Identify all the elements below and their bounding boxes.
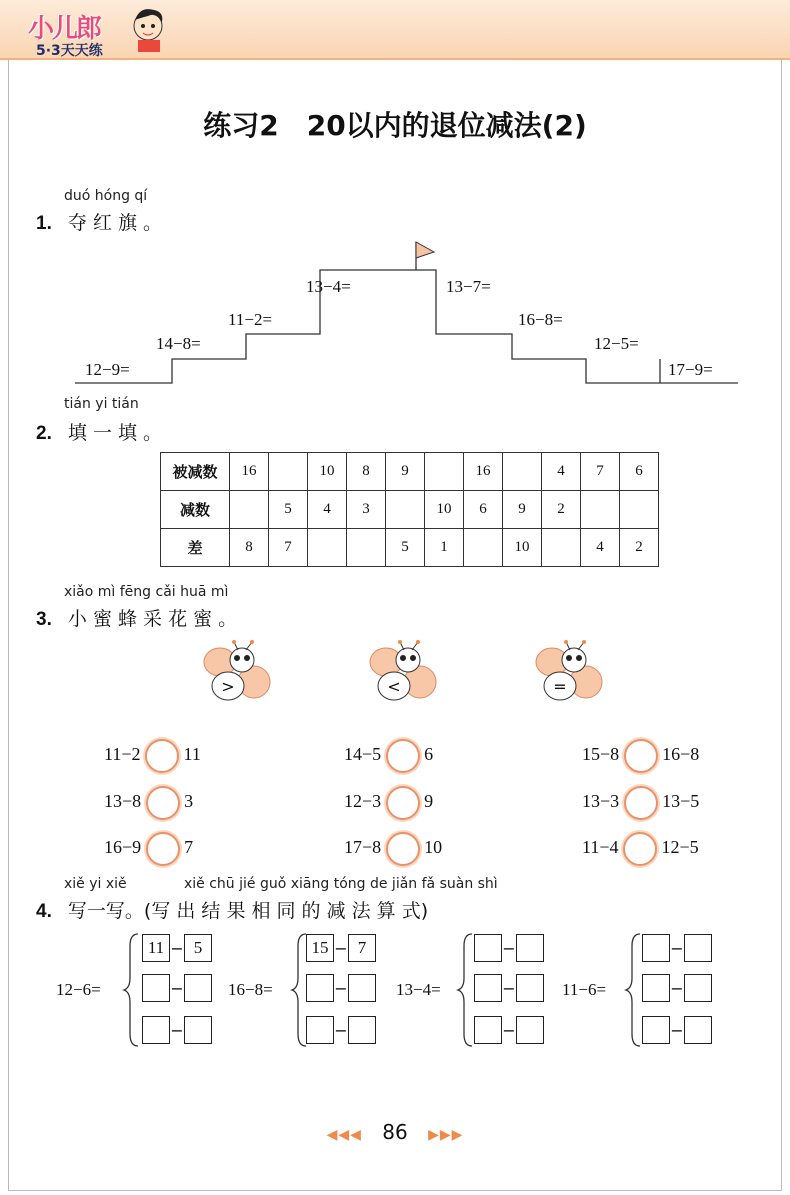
page-number: 86 — [382, 1120, 408, 1144]
step-3: 11−2= — [228, 310, 273, 329]
group-label: 16−8= — [228, 980, 273, 999]
group-label: 11−6= — [562, 980, 607, 999]
q2-pinyin: tián yi tián — [64, 396, 139, 412]
q4-heading — [36, 896, 428, 923]
table-cell[interactable] — [308, 529, 347, 567]
compare-right: 6 — [424, 744, 434, 765]
compare-left: 16−9 — [104, 837, 142, 858]
compare-right: 12−5 — [661, 837, 699, 858]
answer-box[interactable] — [142, 974, 170, 1002]
q3-pinyin: xiǎo mì fēng cǎi huā mì — [64, 584, 229, 600]
q1-heading — [36, 208, 162, 235]
answer-box[interactable] — [184, 974, 212, 1002]
table-cell[interactable]: 6 — [464, 491, 503, 529]
table-cell[interactable]: 5 — [269, 491, 308, 529]
q4-pinyin-2: xiě chū jié guǒ xiāng tóng de jiǎn fǎ suàn shì — [184, 876, 498, 892]
compare-item — [104, 832, 193, 866]
table-cell[interactable]: 6 — [620, 453, 659, 491]
compare-left: 11−4 — [582, 837, 619, 858]
table-cell[interactable]: 10 — [503, 529, 542, 567]
answer-box[interactable]: 7 — [348, 934, 376, 962]
answer-box[interactable] — [684, 934, 712, 962]
compare-right: 16−8 — [662, 744, 700, 765]
table-cell[interactable]: 8 — [230, 529, 269, 567]
table-cell[interactable]: 7 — [581, 453, 620, 491]
q4-number: 4. — [36, 901, 52, 922]
bee-symbol: = — [553, 677, 567, 696]
table-cell[interactable] — [269, 453, 308, 491]
logo: 小儿郎 — [28, 14, 101, 44]
compare-left: 17−8 — [344, 837, 382, 858]
table-cell[interactable] — [425, 453, 464, 491]
answer-row: − — [142, 1016, 212, 1044]
table-cell[interactable] — [230, 491, 269, 529]
bee-icon — [366, 640, 442, 706]
step-6: 16−8= — [518, 310, 563, 329]
compare-left: 14−5 — [344, 744, 382, 765]
brace-icon — [624, 932, 644, 1048]
answer-row: − — [306, 974, 376, 1002]
step-2: 14−8= — [156, 334, 201, 353]
red-flag-icon — [416, 242, 434, 258]
answer-row: 11 − 5 — [142, 934, 212, 962]
answer-box[interactable]: 15 — [306, 934, 334, 962]
step-8: 17−9= — [668, 360, 713, 379]
q2-number: 2. — [36, 423, 52, 444]
bee-symbol: > — [221, 677, 235, 696]
bee-greater — [200, 640, 276, 706]
compare-right: 7 — [184, 837, 194, 858]
q1-text: 夺 红 旗 。 — [67, 212, 163, 234]
table-cell[interactable]: 2 — [542, 491, 581, 529]
compare-left: 11−2 — [104, 744, 141, 765]
table-cell[interactable]: 10 — [425, 491, 464, 529]
flower-blank[interactable] — [624, 786, 658, 820]
fill-table — [160, 452, 659, 567]
q3-text: 小 蜜 蜂 采 花 蜜 。 — [67, 608, 238, 630]
q1-number: 1. — [36, 213, 52, 234]
answer-box[interactable] — [474, 1016, 502, 1044]
flower-blank[interactable] — [386, 786, 420, 820]
answer-box[interactable]: 5 — [184, 934, 212, 962]
answer-row: − — [474, 934, 544, 962]
row-header: 差 — [161, 529, 230, 567]
table-cell[interactable] — [581, 491, 620, 529]
flower-blank[interactable] — [623, 832, 657, 866]
flower-blank[interactable] — [386, 832, 420, 866]
table-row — [161, 491, 659, 529]
compare-left: 13−8 — [104, 791, 142, 812]
answer-row: − — [474, 1016, 544, 1044]
table-row — [161, 453, 659, 491]
compare-left: 15−8 — [582, 744, 620, 765]
bee-icon — [200, 640, 276, 706]
table-cell[interactable] — [503, 453, 542, 491]
page-title: 练习2 20以内的退位减法(2) — [203, 109, 587, 142]
q3-heading — [36, 604, 237, 631]
answer-box[interactable] — [474, 974, 502, 1002]
answer-box[interactable] — [348, 974, 376, 1002]
table-cell[interactable]: 10 — [308, 453, 347, 491]
flower-blank[interactable] — [624, 739, 658, 773]
table-cell[interactable]: 7 — [269, 529, 308, 567]
next-arrows-icon: ▶▶▶ — [428, 1127, 464, 1143]
flower-blank[interactable] — [146, 786, 180, 820]
brace-icon — [122, 932, 142, 1048]
compare-left: 12−3 — [344, 791, 382, 812]
answer-box[interactable] — [642, 934, 670, 962]
table-cell[interactable]: 16 — [230, 453, 269, 491]
answer-row: − — [474, 974, 544, 1002]
table-cell[interactable]: 4 — [542, 453, 581, 491]
bee-equal — [532, 640, 608, 706]
compare-item — [582, 832, 699, 866]
flower-blank[interactable] — [146, 832, 180, 866]
boy-mascot-icon — [130, 4, 170, 54]
answer-box[interactable] — [142, 1016, 170, 1044]
compare-right: 9 — [424, 791, 434, 812]
q3-number: 3. — [36, 609, 52, 630]
answer-box[interactable] — [306, 974, 334, 1002]
q4-pinyin-1: xiě yi xiě — [64, 876, 127, 892]
table-cell[interactable]: 3 — [347, 491, 386, 529]
answer-row: − — [642, 934, 712, 962]
step-5: 13−7= — [446, 277, 491, 296]
table-cell[interactable]: 4 — [308, 491, 347, 529]
compare-item — [344, 786, 433, 820]
answer-box[interactable] — [684, 974, 712, 1002]
compare-item — [582, 786, 699, 820]
answer-box[interactable] — [474, 934, 502, 962]
table-row — [161, 529, 659, 567]
answer-row: 15 − 7 — [306, 934, 376, 962]
group-label: 13−4= — [396, 980, 441, 999]
q2-heading — [36, 418, 162, 445]
answer-row: − — [142, 974, 212, 1002]
brace-icon — [456, 932, 476, 1048]
compare-item — [582, 739, 699, 773]
answer-box[interactable] — [642, 974, 670, 1002]
prev-arrows-icon: ◀◀◀ — [326, 1127, 362, 1143]
q1-pinyin: duó hóng qí — [64, 188, 148, 204]
flower-blank[interactable] — [386, 739, 420, 773]
row-header: 被减数 — [161, 453, 230, 491]
compare-item — [104, 786, 193, 820]
compare-right: 13−5 — [662, 791, 700, 812]
answer-box[interactable] — [516, 934, 544, 962]
compare-right: 11 — [183, 744, 201, 765]
row-header: 减数 — [161, 491, 230, 529]
answer-box[interactable] — [306, 1016, 334, 1044]
answer-box[interactable] — [516, 974, 544, 1002]
table-cell[interactable]: 9 — [503, 491, 542, 529]
table-cell[interactable]: 16 — [464, 453, 503, 491]
page-footer — [0, 1120, 790, 1144]
table-cell[interactable]: 8 — [347, 453, 386, 491]
step-7: 12−5= — [594, 334, 639, 353]
group-label: 12−6= — [56, 980, 101, 999]
compare-item — [344, 832, 442, 866]
compare-left: 13−3 — [582, 791, 620, 812]
bee-less — [366, 640, 442, 706]
header-band — [0, 0, 790, 60]
compare-right: 3 — [184, 791, 194, 812]
q4-text: 写一写。(写 出 结 果 相 同 的 减 法 算 式) — [67, 900, 429, 922]
table-cell[interactable]: 2 — [620, 529, 659, 567]
table-cell[interactable]: 1 — [425, 529, 464, 567]
table-cell[interactable] — [347, 529, 386, 567]
table-cell[interactable] — [386, 491, 425, 529]
answer-box[interactable] — [184, 1016, 212, 1044]
answer-box[interactable] — [684, 1016, 712, 1044]
table-cell[interactable]: 4 — [581, 529, 620, 567]
answer-row: − — [642, 974, 712, 1002]
brand-label: 5·3天天练 — [36, 43, 103, 59]
answer-box[interactable]: 11 — [142, 934, 170, 962]
step-1: 12−9= — [85, 360, 130, 379]
flower-blank[interactable] — [145, 739, 179, 773]
answer-row: − — [642, 1016, 712, 1044]
step-4: 13−4= — [306, 277, 351, 296]
compare-right: 10 — [424, 837, 443, 858]
table-cell[interactable]: 9 — [386, 453, 425, 491]
table-cell[interactable] — [542, 529, 581, 567]
answer-row: − — [306, 1016, 376, 1044]
answer-box[interactable] — [642, 1016, 670, 1044]
bee-symbol: < — [387, 677, 401, 696]
q2-text: 填 一 填 。 — [67, 422, 163, 444]
table-cell[interactable] — [464, 529, 503, 567]
table-cell[interactable] — [620, 491, 659, 529]
answer-box[interactable] — [348, 1016, 376, 1044]
bee-icon — [532, 640, 608, 706]
compare-item — [344, 739, 433, 773]
table-cell[interactable]: 5 — [386, 529, 425, 567]
answer-box[interactable] — [516, 1016, 544, 1044]
compare-item — [104, 739, 201, 773]
